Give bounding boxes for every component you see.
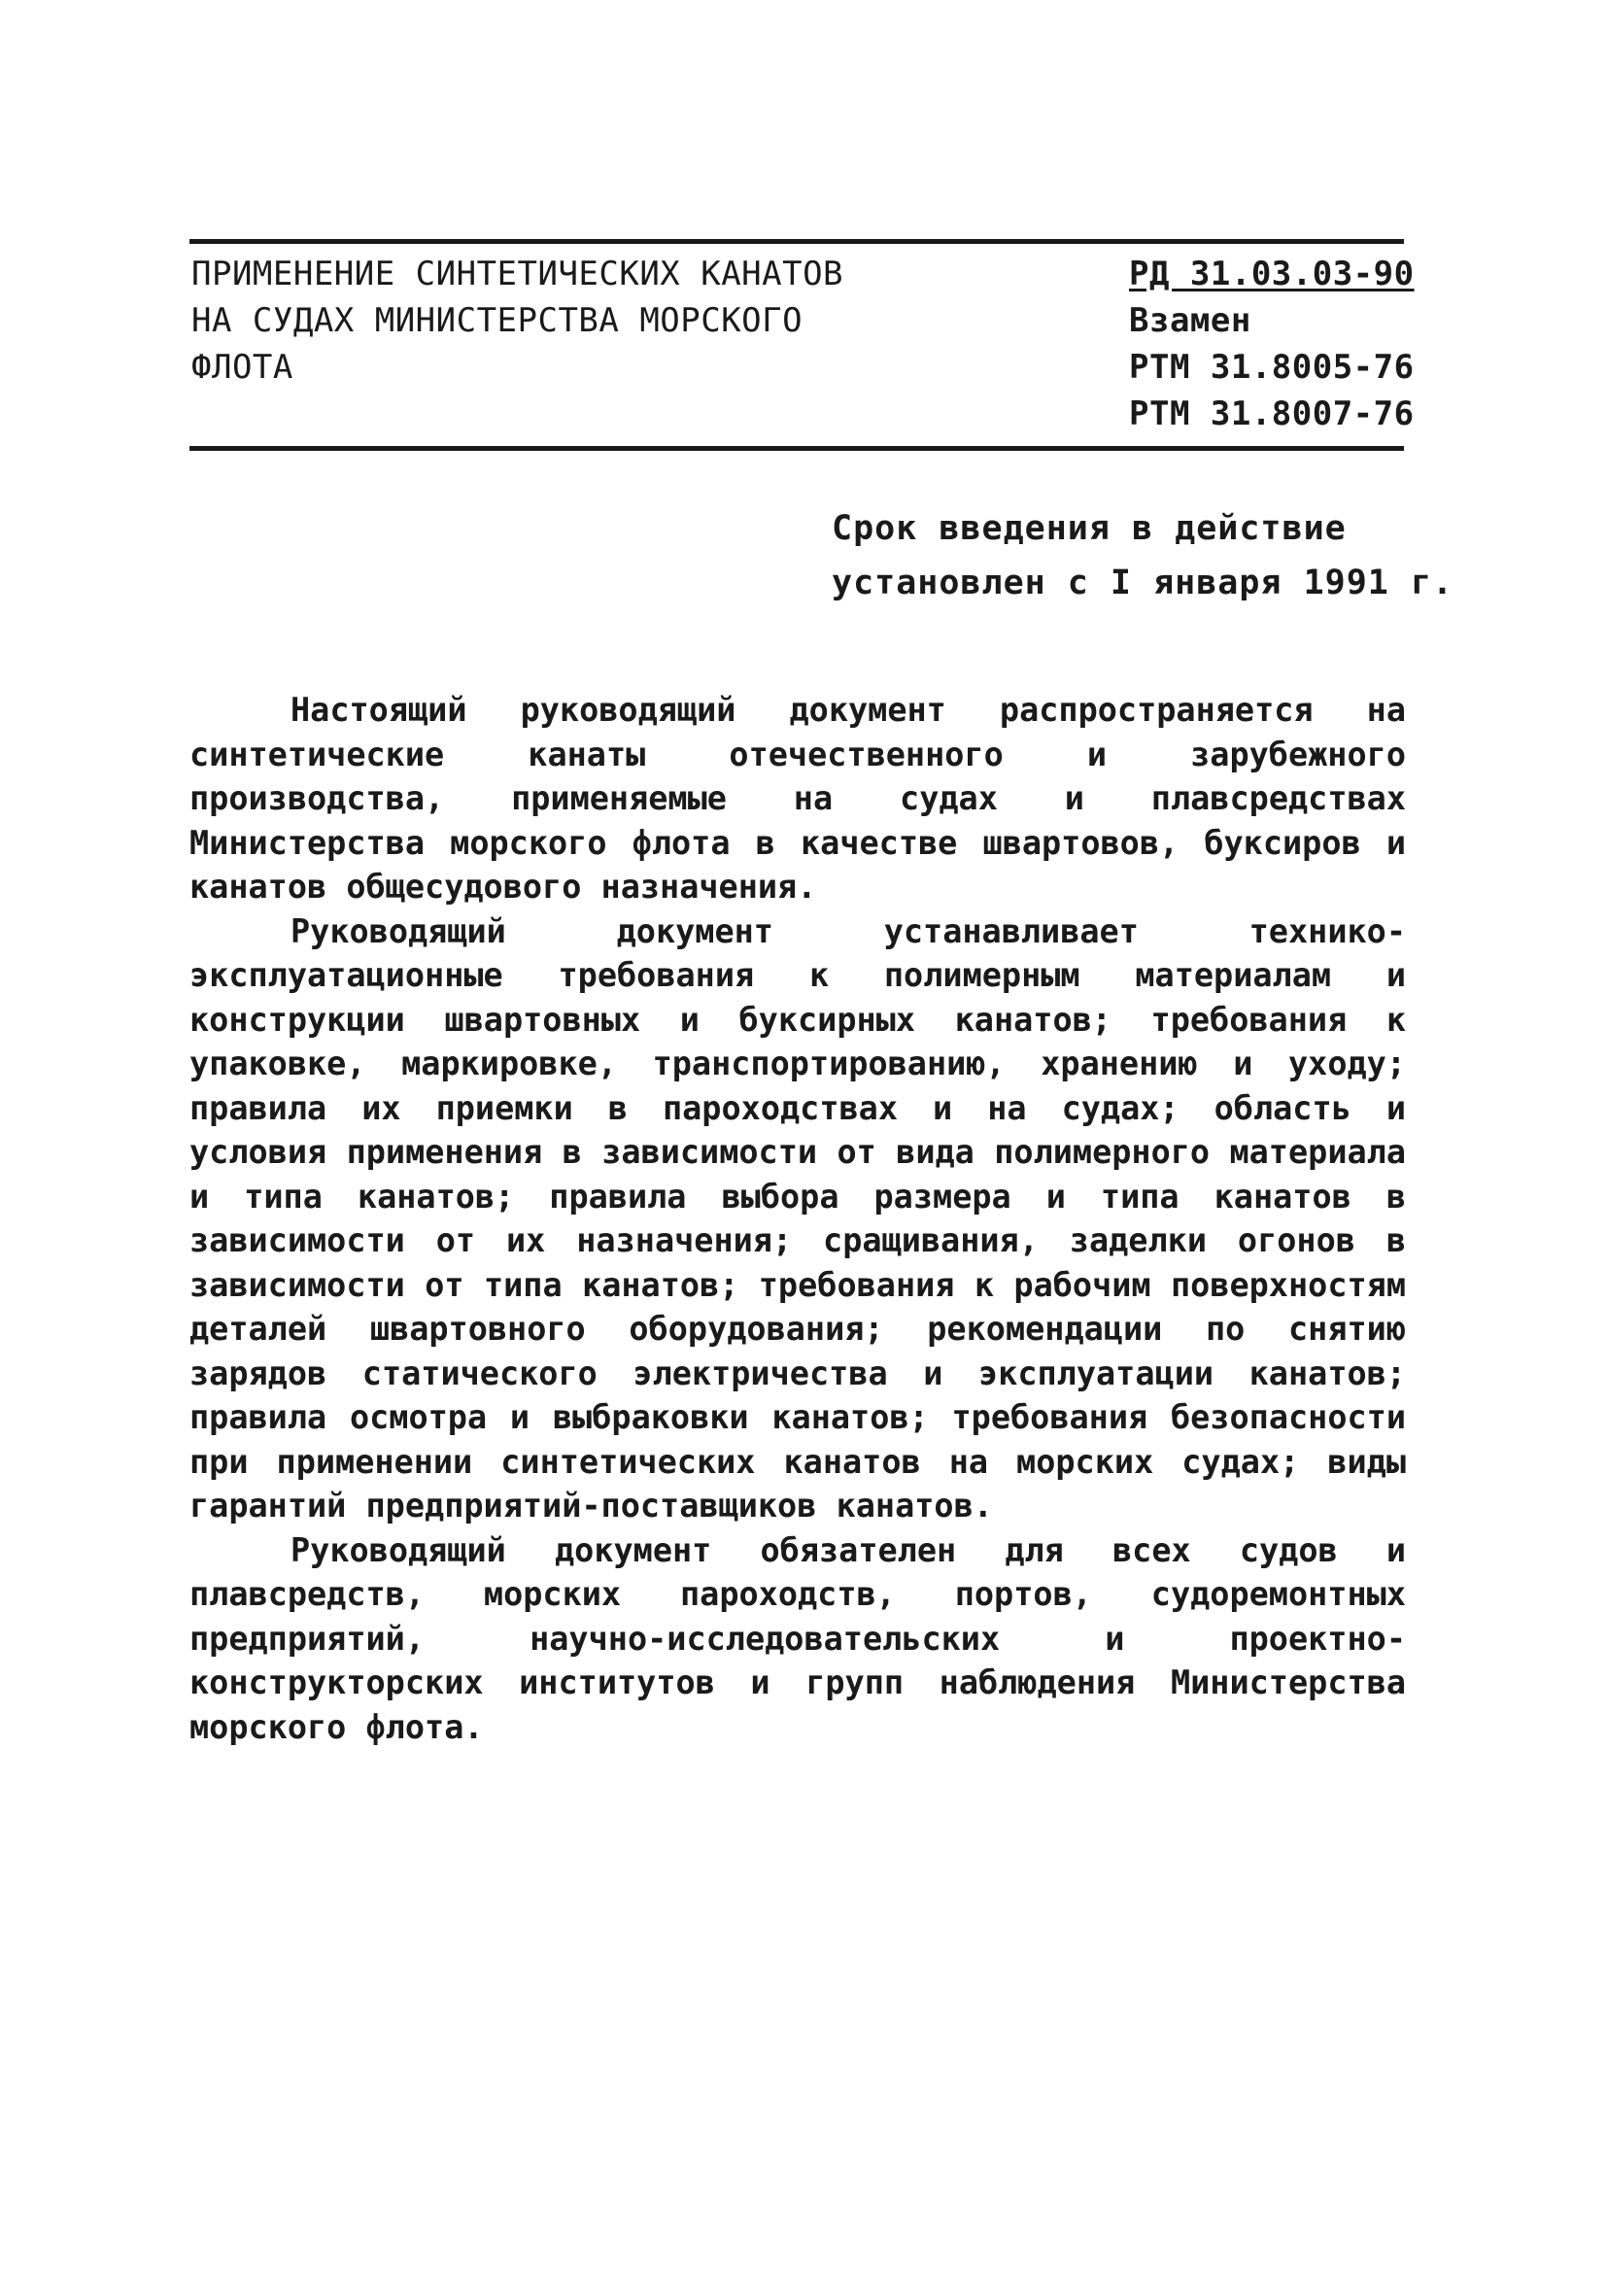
- body-paragraph: Руководящий документ устанавливает технико-эксплуатационные требования к полимерным материалам и конструкции швартовных и буксирных канатов; требования к упаковке, маркировке, транспортированию, хранению и уходу; правила их приемки в пароходствах и на судах; область и условия применения в зависимости от вида полимерного материала и типа канатов; правила выбора размера и типа канатов в зависимости от их назначения; сращивания, заделки огонов в зависимости от типа канатов; требования к рабочим поверхностям деталей швартовного оборудования; рекомендации по снятию зарядов статического электричества и эксплуатации канатов; правила осмотра и выбраковки канатов; требования безопасности при применении синтетических канатов на морских судах; виды гарантий предприятий-поставщиков канатов.: [189, 911, 1406, 1525]
- title-line: ПРИМЕНЕНИЕ СИНТЕТИЧЕСКИХ КАНАТОВ: [191, 255, 844, 293]
- body-paragraph: Руководящий документ обязателен для всех судов и плавсредств, морских пароходств, портов, судоремонтных предприятий, научно-исследовательских и проектно-конструкторских институтов и групп наблюдения Министерства морского флота.: [189, 1530, 1406, 1746]
- effective-date-line: Срок введения в действие: [832, 509, 1347, 548]
- body-paragraph: Настоящий руководящий документ распространяется на синтетические канаты отечественного и зарубежного производства, применяемые на судах и плавсредствах Министерства морского флота в качестве швартовов, буксиров и канатов общесудового назначения.: [189, 691, 1406, 906]
- document-body: [189, 688, 1406, 1749]
- header-top-rule: [189, 239, 1404, 244]
- title-line: ФЛОТА: [191, 348, 293, 387]
- replaced-document: РТМ 31.8007-76: [1129, 394, 1415, 433]
- header-bottom-rule: [189, 446, 1404, 451]
- effective-date-line: установлен с I января 1991 г.: [832, 564, 1454, 602]
- document-code-block: [1129, 251, 1415, 437]
- document-title: [191, 251, 891, 391]
- document-designation: РД 31.03.03-90: [1129, 255, 1415, 293]
- title-line: НА СУДАХ МИНИСТЕРСТВА МОРСКОГО: [191, 301, 804, 340]
- replaced-document: РТМ 31.8005-76: [1129, 348, 1415, 387]
- effective-date-block: [832, 501, 1454, 610]
- replaces-label: Взамен: [1129, 301, 1251, 340]
